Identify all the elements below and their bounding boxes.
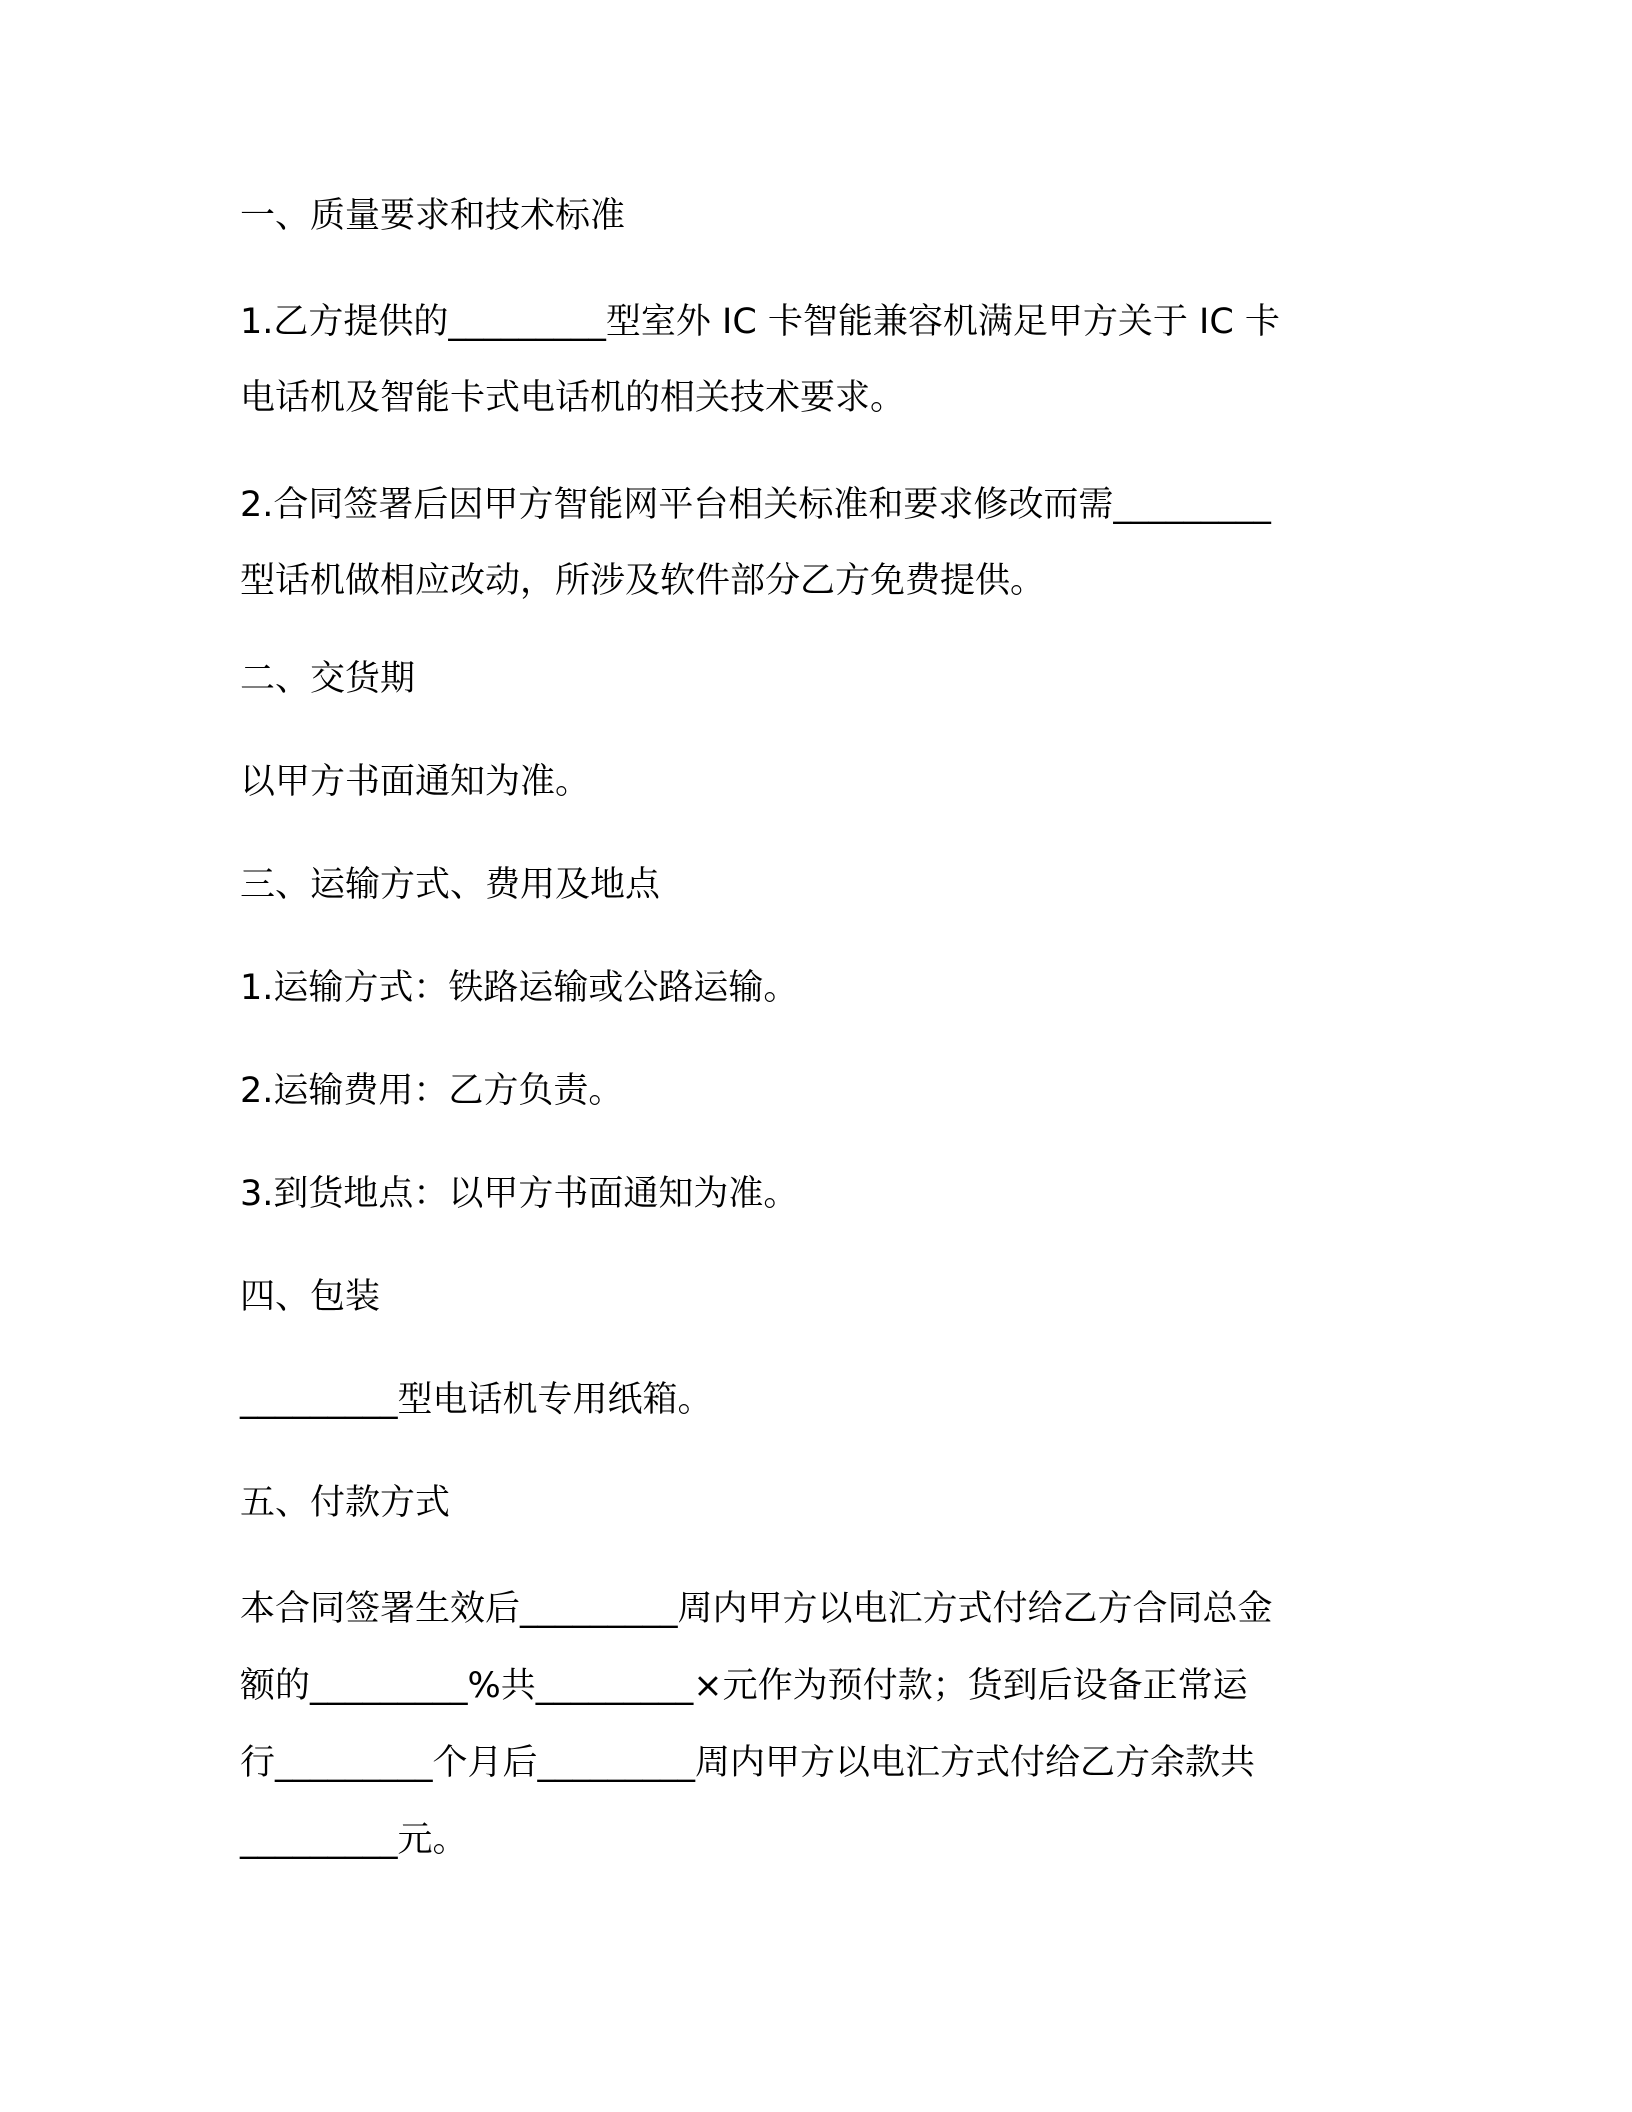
paragraph-line: 1.乙方提供的_________型室外 IC 卡智能兼容机满足甲方关于 IC 卡 — [240, 302, 1280, 342]
section-heading-quality: 一、质量要求和技术标准 — [240, 196, 626, 236]
paragraph-line: 2.运输费用：乙方负责。 — [240, 1071, 624, 1111]
paragraph-line: _________型电话机专用纸箱。 — [240, 1380, 713, 1420]
paragraph-line: 2.合同签署后因甲方智能网平台相关标准和要求修改而需_________ — [240, 485, 1271, 525]
paragraph-line: 行_________个月后_________周内甲方以电汇方式付给乙方余款共 — [240, 1743, 1256, 1783]
paragraph-line: 电话机及智能卡式电话机的相关技术要求。 — [240, 378, 906, 418]
paragraph-line: 本合同签署生效后_________周内甲方以电汇方式付给乙方合同总金 — [240, 1589, 1273, 1629]
paragraph-line: 额的_________%共_________×元作为预付款；货到后设备正常运 — [240, 1666, 1248, 1706]
section-heading-packaging: 四、包装 — [240, 1277, 381, 1317]
section-heading-delivery: 二、交货期 — [240, 659, 416, 699]
section-heading-payment: 五、付款方式 — [240, 1483, 451, 1523]
paragraph-line: 3.到货地点：以甲方书面通知为准。 — [240, 1174, 799, 1214]
paragraph-line: 1.运输方式：铁路运输或公路运输。 — [240, 968, 799, 1008]
paragraph-line: _________元。 — [240, 1820, 468, 1860]
paragraph-line: 型话机做相应改动，所涉及软件部分乙方免费提供。 — [240, 561, 1046, 601]
paragraph-line: 以甲方书面通知为准。 — [240, 762, 591, 802]
section-heading-transport: 三、运输方式、费用及地点 — [240, 865, 661, 905]
